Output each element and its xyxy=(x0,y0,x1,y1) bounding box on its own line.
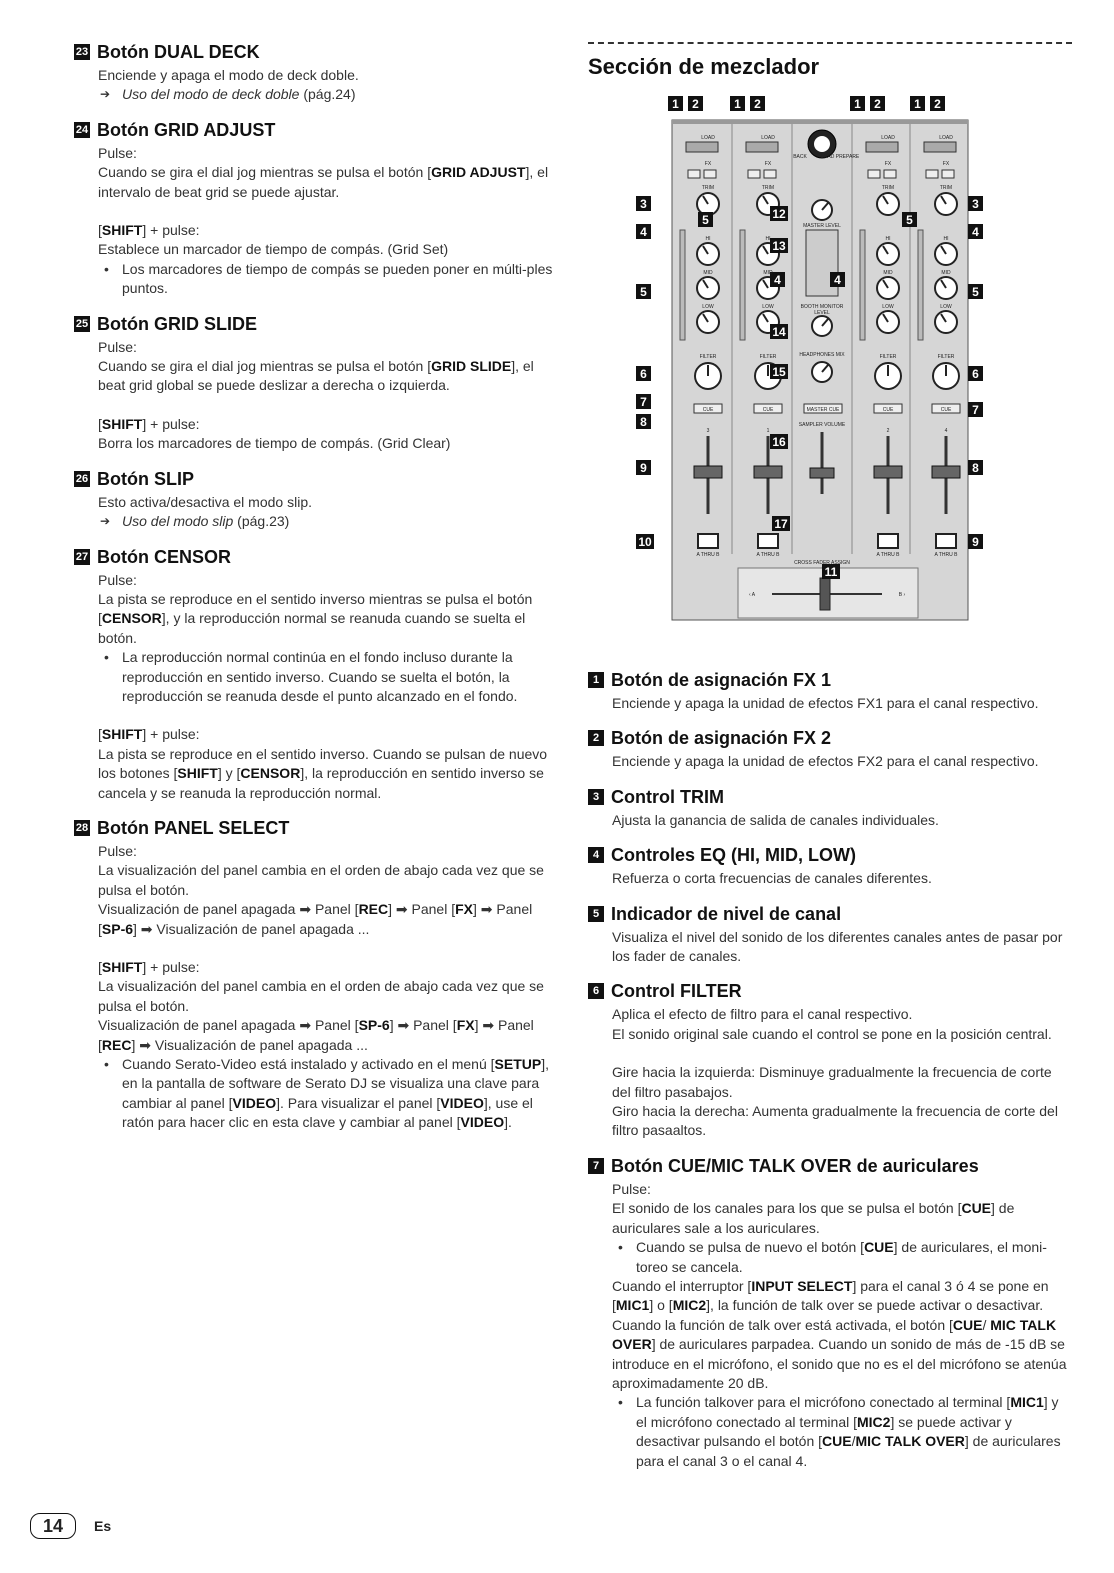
load-button xyxy=(866,142,898,152)
section-heading xyxy=(74,545,554,569)
paragraph: Pulse: xyxy=(98,338,137,355)
panel-label: LOW xyxy=(702,304,714,310)
callout-number: 2 xyxy=(934,97,941,111)
paragraph: Visualiza el nivel del sonido de los diferentes canales antes de pasar por los fader de canales. xyxy=(612,928,1063,965)
paragraph: La visualización del panel cambia en el orden de abajo cada vez que se pulsa el botón. xyxy=(98,862,544,898)
paragraph: La pista se reproduce en el sentido inverso. Cuando se pulsan de nuevo los botones [SHIFT] y [CENSOR], la reproducción en sentido inverso se cancela y se reanuda la reproducción normal. xyxy=(98,745,548,801)
fx2-assign-button xyxy=(884,170,896,178)
section-title-text: Botón CUE/MIC TALK OVER de auriculares xyxy=(611,1155,979,1176)
section-body xyxy=(74,338,554,454)
section-title-text: Control FILTER xyxy=(611,981,742,1002)
section-body xyxy=(588,752,1072,771)
channel-fader xyxy=(694,466,722,478)
left-section-23 xyxy=(74,40,554,105)
callout-number: 11 xyxy=(824,565,838,579)
section-body xyxy=(588,1180,1072,1471)
panel-label: CUE xyxy=(702,407,714,413)
panel-label: LOAD xyxy=(701,135,715,141)
section-heading xyxy=(588,979,1072,1003)
panel-label: TRIM xyxy=(939,185,953,191)
left-section-24 xyxy=(74,118,554,299)
callout-number: 13 xyxy=(772,239,786,253)
panel-label: MASTER LEVEL xyxy=(803,223,841,229)
paragraph: Cuando se gira el dial jog mientras se pulsa el botón [GRID SLIDE], el beat grid global se puede deslizar a derecha o izquierda. xyxy=(98,358,534,394)
paragraph: Enciende y apaga la unidad de efectos FX1 para el canal respectivo. xyxy=(612,695,1039,711)
panel-label: CUE xyxy=(762,407,774,413)
section-title-text: Botón de asignación FX 1 xyxy=(611,670,832,690)
section-heading xyxy=(588,668,1072,692)
panel-label: TRIM xyxy=(701,185,715,191)
callout-number: 7 xyxy=(972,403,979,417)
callout-number: 4 xyxy=(972,225,979,239)
panel-label: 2 xyxy=(886,428,890,434)
sampler-volume-fader xyxy=(810,468,834,478)
fx1-assign-button xyxy=(868,170,880,178)
mixer-item-list xyxy=(588,668,1072,1471)
item-number-badge: 24 xyxy=(75,123,89,136)
panel-label: MID xyxy=(883,270,893,276)
mixer-diagram xyxy=(638,94,979,634)
panel-label: 4 xyxy=(944,428,948,434)
page-reference: ➔ Uso del modo slip (pág.23) xyxy=(98,512,554,531)
section-body xyxy=(588,928,1072,967)
cross-fader-assign-switch xyxy=(758,534,778,548)
item-number-badge: 28 xyxy=(75,821,89,834)
callout-number: 1 xyxy=(672,97,679,111)
callout-number: 5 xyxy=(702,213,709,227)
left-section-25 xyxy=(74,312,554,454)
section-heading xyxy=(588,785,1072,809)
fx2-assign-button xyxy=(764,170,776,178)
fx1-assign-button xyxy=(926,170,938,178)
panel-label: FX xyxy=(704,161,712,167)
level-meter xyxy=(860,230,865,340)
item-number-badge: 2 xyxy=(588,730,604,746)
panel-label: 1 xyxy=(766,428,770,434)
section-body xyxy=(74,66,554,105)
paragraph: Gire hacia la izquierda: Disminuye gradualmente la frecuencia de corte del filtro pasabajos. xyxy=(612,1064,1052,1100)
panel-label: HI xyxy=(765,236,771,242)
paragraph: La pista se reproduce en el sentido inverso mientras se pulsa el botón [CENSOR], y la reproducción normal se reanuda cuando se suelta el botón. xyxy=(98,590,533,646)
bullet-item: • La reproducción normal continúa en el fondo incluso durante la reproducción en sentido inverso. Cuando se suelta el botón, la reproducción se reanuda desde el punto alcanzado en el fondo. xyxy=(98,648,554,706)
level-meter xyxy=(680,230,685,340)
panel-label: FILTER xyxy=(759,354,777,360)
panel-label: FX xyxy=(884,161,892,167)
item-number-badge: 7 xyxy=(588,1158,604,1174)
paragraph: Borra los marcadores de tiempo de compás. (Grid Clear) xyxy=(98,435,451,452)
item-number-badge: 26 xyxy=(75,472,89,485)
page-reference: ➔ Uso del modo de deck doble (pág.24) xyxy=(98,85,554,104)
right-section-1 xyxy=(588,668,1072,713)
callout-number: 1 xyxy=(734,97,741,111)
left-column xyxy=(74,40,554,1146)
item-number-badge: 6 xyxy=(588,983,604,999)
panel-label: BACK xyxy=(793,154,807,160)
right-section-5 xyxy=(588,902,1072,967)
panel-label: 3 xyxy=(706,428,710,434)
panel-label: LOAD xyxy=(939,135,953,141)
section-title-text: Botón DUAL DECK xyxy=(97,42,260,62)
section-heading xyxy=(74,816,554,840)
fx1-assign-button xyxy=(688,170,700,178)
section-body xyxy=(74,842,554,1133)
callout-number: 1 xyxy=(914,97,921,111)
item-number-badge: 25 xyxy=(75,317,89,330)
paragraph: El sonido de los canales para los que se pulsa el botón [CUE] de auriculares sale a los auriculares. xyxy=(612,1200,1015,1236)
section-heading xyxy=(74,40,554,64)
panel-label: A THRU B xyxy=(756,552,780,558)
blank-line xyxy=(98,396,554,415)
panel-label: TRIM xyxy=(761,185,775,191)
paragraph: El sonido original sale cuando el control se pone en la posición central. xyxy=(612,1025,1052,1042)
callout-number: 2 xyxy=(692,97,699,111)
right-section-6 xyxy=(588,979,1072,1140)
panel-label: MID xyxy=(763,270,773,276)
callout-number: 8 xyxy=(640,415,647,429)
panel-label: FX xyxy=(764,161,772,167)
section-body xyxy=(74,493,554,532)
item-number-badge: 3 xyxy=(588,789,604,805)
load-button xyxy=(686,142,718,152)
section-divider xyxy=(588,42,1072,44)
bullet-item: • Los marcadores de tiempo de compás se pueden poner en múlti-ples puntos. xyxy=(98,260,554,299)
page-footer xyxy=(30,1513,111,1539)
language-code: Es xyxy=(94,1518,112,1534)
left-section-28 xyxy=(74,816,554,1133)
cross-fader-assign-switch xyxy=(878,534,898,548)
section-title-text: Botón GRID SLIDE xyxy=(97,313,257,334)
left-section-27 xyxy=(74,545,554,803)
callout-number: 1 xyxy=(854,97,861,111)
section-body xyxy=(74,571,554,803)
panel-label: FILTER xyxy=(699,354,717,360)
paragraph: La visualización del panel cambia en el orden de abajo cada vez que se pulsa el botón. xyxy=(98,978,544,1014)
callout-number: 17 xyxy=(774,517,788,531)
paragraph: Pulse: xyxy=(98,144,137,161)
section-title-text: Botón PANEL SELECT xyxy=(97,817,290,838)
paragraph: Enciende y apaga el modo de deck doble. xyxy=(98,67,359,83)
panel-label: LOW xyxy=(762,304,774,310)
panel-label: HEADPHONES MIX xyxy=(799,352,845,358)
section-title-text: Botón SLIP xyxy=(97,468,194,489)
blank-line xyxy=(98,706,554,725)
right-section-2 xyxy=(588,726,1072,771)
paragraph: Aplica el efecto de filtro para el canal respectivo. xyxy=(612,1006,913,1023)
callout-number: 4 xyxy=(834,273,841,287)
panel-label: LOAD xyxy=(881,135,895,141)
section-body xyxy=(74,144,554,299)
bullet-item: • La función talkover para el micrófono conectado al terminal [MIC1] y el micrófono conectado al terminal [MIC2] se puede activar y desactivar pulsando el botón [CUE/MIC TALK OVER] de auriculares para el canal 3 o el canal 4. xyxy=(612,1393,1072,1471)
item-number-badge: 1 xyxy=(588,672,604,688)
section-heading xyxy=(74,467,554,491)
paragraph: Cuando la función de talk over está activada, el botón [CUE/ MIC TALK OVER] de auriculares parpadea. Cuando un sonido de más de -15 dB se introduce en el micrófono, el sonido que no es el del micrófono se atenúa aproximadamente 20 dB. xyxy=(612,1316,1067,1391)
panel-label: MID xyxy=(703,270,713,276)
section-body xyxy=(588,694,1072,713)
panel-label: CROSS FADER ASSIGN xyxy=(794,560,850,566)
section-title-text: Botón de asignación FX 2 xyxy=(611,728,832,749)
section-title-text: Controles EQ (HI, MID, LOW) xyxy=(611,845,856,866)
panel-label: CUE xyxy=(940,407,952,413)
paragraph: Cuando se gira el dial jog mientras se pulsa el botón [GRID ADJUST], el intervalo de beat grid se puede ajustar. xyxy=(98,164,549,200)
left-section-26 xyxy=(74,467,554,532)
channel-fader xyxy=(754,466,782,478)
paragraph: Esto activa/desactiva el modo slip. xyxy=(98,493,312,510)
callout-number: 9 xyxy=(640,461,647,475)
channel-fader xyxy=(874,466,902,478)
panel-label: LOAD xyxy=(761,135,775,141)
callout-number: 12 xyxy=(772,207,786,221)
paragraph: Cuando el interruptor [INPUT SELECT] para el canal 3 ó 4 se pone en [MIC1] o [MIC2], la función de talk over se puede activar o desactivar. xyxy=(612,1277,1049,1314)
section-title-text: Control TRIM xyxy=(611,786,724,807)
paragraph: Pulse: xyxy=(98,842,137,859)
right-section-4 xyxy=(588,843,1072,888)
panel-label: SAMPLER VOLUME xyxy=(798,422,846,428)
section-heading xyxy=(588,726,1072,750)
callout-number: 3 xyxy=(640,197,647,211)
right-column xyxy=(588,40,1072,1484)
bullet-item: • Cuando Serato-Video está instalado y activado en el menú [SETUP], en la pantalla de software de Serato DJ se visualiza una clave para cambiar al panel [VIDEO]. Para visualizar el panel [VIDEO], use el ratón para hacer clic en esta clave y cambiar al panel [VIDEO]. xyxy=(98,1055,554,1133)
paragraph: Ajusta la ganancia de salida de canales individuales. xyxy=(612,811,939,828)
panel-label: MASTER CUE xyxy=(806,407,840,413)
paragraph: [SHIFT] + pulse: xyxy=(98,415,200,432)
section-title: Sección de mezclador xyxy=(588,54,820,79)
paragraph: [SHIFT] + pulse: xyxy=(98,222,200,239)
panel-label: FX xyxy=(942,161,950,167)
section-heading xyxy=(588,1154,1072,1178)
cross-fader-assign-switch xyxy=(698,534,718,548)
callout-number: 6 xyxy=(972,367,979,381)
panel-label: MID xyxy=(941,270,951,276)
section-heading xyxy=(74,312,554,336)
section-title-text: Botón GRID ADJUST xyxy=(97,119,276,140)
paragraph: [SHIFT] + pulse: xyxy=(98,726,200,743)
panel-label: FILTER xyxy=(937,354,955,360)
cross-fader-assign-switch xyxy=(936,534,956,548)
section-heading xyxy=(588,843,1072,867)
right-section-7 xyxy=(588,1154,1072,1471)
callout-number: 3 xyxy=(972,197,979,211)
paragraph: Visualización de panel apagada ➡ Panel [SP-6] ➡ Panel [FX] ➡ Panel [REC] ➡ Visualización de panel apagada ... xyxy=(98,1017,534,1053)
callout-number: 2 xyxy=(754,97,761,111)
callout-number: 16 xyxy=(772,435,786,449)
paragraph: Enciende y apaga la unidad de efectos FX2 para el canal respectivo. xyxy=(612,753,1039,770)
panel-label: A THRU B xyxy=(696,552,720,558)
panel-label: LOW xyxy=(882,304,894,310)
mixer-diagram-svg xyxy=(638,94,979,634)
blank-line xyxy=(612,1044,1072,1063)
panel-label: BOOTH MONITOR xyxy=(800,304,844,310)
callout-number: 5 xyxy=(640,285,647,299)
callout-number: 9 xyxy=(972,535,979,549)
section-title-text: Indicador de nivel de canal xyxy=(611,903,842,924)
paragraph: Refuerza o corta frecuencias de canales diferentes. xyxy=(612,870,932,887)
callout-number: 8 xyxy=(972,461,979,475)
section-body xyxy=(588,1005,1072,1140)
section-heading xyxy=(74,118,554,142)
panel-label: A THRU B xyxy=(934,552,958,558)
paragraph: [SHIFT] + pulse: xyxy=(98,959,200,975)
panel-label: CUE xyxy=(882,407,894,413)
panel-label: TRIM xyxy=(881,185,895,191)
level-meter xyxy=(918,230,923,340)
panel-label: ‹ A xyxy=(748,592,756,598)
paragraph: Giro hacia la derecha: Aumenta gradualmente la frecuencia de corte del filtro pasaaltos. xyxy=(612,1103,1058,1139)
fx1-assign-button xyxy=(748,170,760,178)
fx2-assign-button xyxy=(704,170,716,178)
callout-number: 6 xyxy=(640,367,647,381)
callout-number: 5 xyxy=(906,213,913,227)
fx2-assign-button xyxy=(942,170,954,178)
level-meter xyxy=(740,230,745,340)
item-number-badge: 4 xyxy=(588,847,604,863)
callout-number: 10 xyxy=(638,535,652,549)
callout-number: 7 xyxy=(640,395,647,409)
panel-label: A THRU B xyxy=(876,552,900,558)
callout-number: 5 xyxy=(972,285,979,299)
callout-number: 14 xyxy=(772,325,786,339)
item-number-badge: 23 xyxy=(75,46,89,58)
panel-label: LEVEL xyxy=(814,310,830,316)
item-number-badge: 27 xyxy=(75,550,89,563)
callout-number: 4 xyxy=(774,273,781,287)
section-title-text: Botón CENSOR xyxy=(97,546,231,567)
panel-label: LOAD PREPARE xyxy=(820,154,860,160)
panel-label: HI xyxy=(885,236,891,242)
callout-number: 15 xyxy=(772,365,786,379)
page-number: 14 xyxy=(30,1513,76,1539)
callout-number: 2 xyxy=(874,97,881,111)
paragraph: Pulse: xyxy=(612,1180,651,1197)
panel-label: FILTER xyxy=(879,354,897,360)
panel-label: HI xyxy=(943,236,949,242)
load-button xyxy=(746,142,778,152)
panel-label: HI xyxy=(705,236,711,242)
bullet-item: • Cuando se pulsa de nuevo el botón [CUE] de auriculares, el moni-toreo se cancela. xyxy=(612,1238,1072,1277)
blank-line xyxy=(98,939,554,958)
paragraph: Establece un marcador de tiempo de compás. (Grid Set) xyxy=(98,241,449,258)
paragraph: Pulse: xyxy=(98,571,137,588)
blank-line xyxy=(98,202,554,221)
section-body xyxy=(588,869,1072,888)
panel-label: LOW xyxy=(940,304,952,310)
load-button xyxy=(924,142,956,152)
channel-fader xyxy=(932,466,960,478)
item-number-badge: 5 xyxy=(588,906,604,922)
callout-number: 4 xyxy=(640,225,647,239)
section-body xyxy=(588,811,1072,830)
right-section-3 xyxy=(588,785,1072,830)
paragraph: Visualización de panel apagada ➡ Panel [REC] ➡ Panel [FX] ➡ Panel [SP-6] ➡ Visualización de panel apagada ... xyxy=(98,901,533,937)
panel-label: B › xyxy=(898,592,906,598)
section-heading xyxy=(588,902,1072,926)
